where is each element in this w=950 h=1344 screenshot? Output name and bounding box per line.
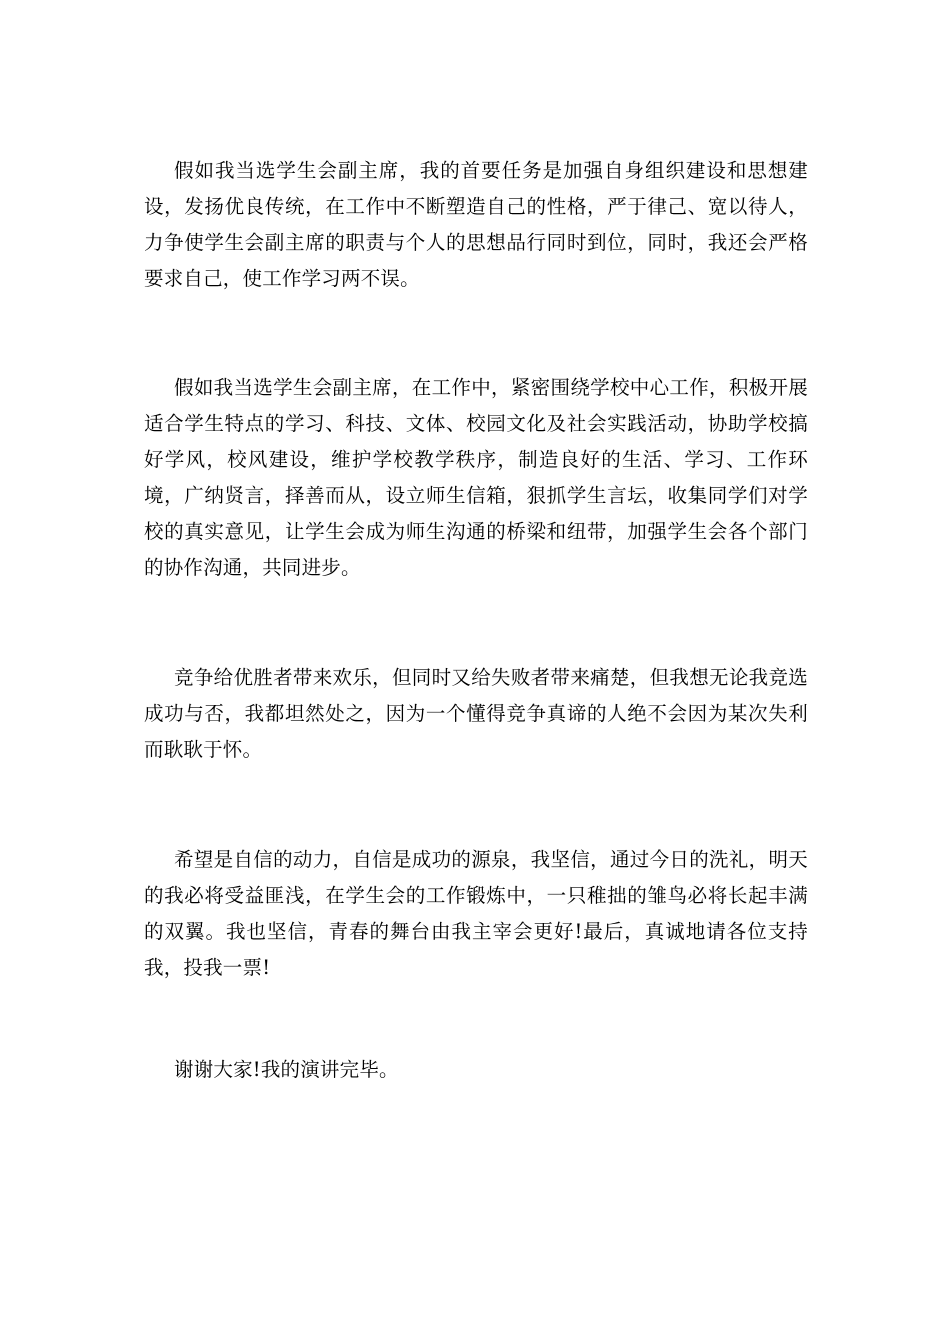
paragraph-hope-and-vote: 希望是自信的动力，自信是成功的源泉，我坚信，通过今日的洗礼，明天的我必将受益匪浅，在学生会的工作锻炼中，一只稚拙的雏鸟必将长起丰满的双翼。我也坚信，青春的舞台由我主宰会更好!最后，真诚地请各位支持我，投我一票! [144, 848, 808, 979]
paragraph-competition-attitude: 竞争给优胜者带来欢乐，但同时又给失败者带来痛楚，但我想无论我竞选成功与否，我都坦然处之，因为一个懂得竞争真谛的人绝不会因为某次失利而耿耿于怀。 [144, 666, 808, 761]
paragraph-work-plan: 假如我当选学生会副主席，在工作中，紧密围绕学校中心工作，积极开展适合学生特点的学习、科技、文体、校园文化及社会实践活动，协助学校搞好学风，校风建设，维护学校教学秩序，制造良好的生活、学习、工作环境，广纳贤言，择善而从，设立师生信箱，狠抓学生言坛，收集同学们对学校的真实意见，让学生会成为师生沟通的桥梁和纽带，加强学生会各个部门的协作沟通，共同进步。 [144, 376, 808, 579]
paragraph-duties-self-discipline: 假如我当选学生会副主席，我的首要任务是加强自身组织建设和思想建设，发扬优良传统，在工作中不断塑造自己的性格，严于律己、宽以待人，力争使学生会副主席的职责与个人的思想品行同时到位，同时，我还会严格要求自己，使工作学习两不误。 [144, 159, 808, 290]
paragraph-closing-thanks: 谢谢大家!我的演讲完毕。 [174, 1058, 399, 1081]
